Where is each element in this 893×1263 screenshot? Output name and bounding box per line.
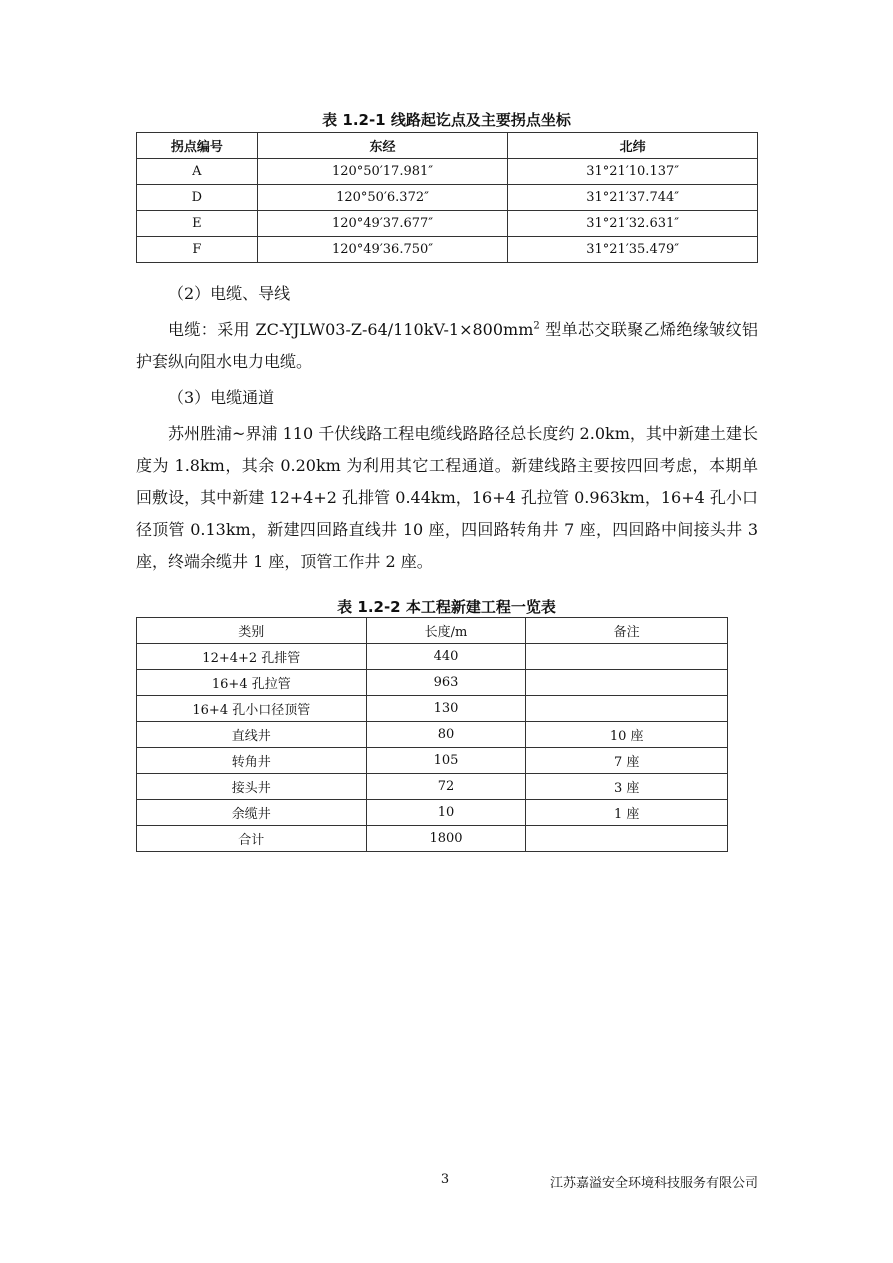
table-row (137, 185, 758, 211)
cell-length: 105 (366, 748, 526, 774)
new-works-table (136, 617, 728, 852)
cell-category: 合计 (137, 826, 367, 852)
cell-category: 转角井 (137, 748, 367, 774)
cell-remarks (526, 644, 728, 670)
cell-length: 80 (366, 722, 526, 748)
header-remarks: 备注 (526, 618, 728, 644)
cell-point-id: E (137, 211, 258, 237)
table-row (137, 644, 728, 670)
cell-category: 12+4+2 孔排管 (137, 644, 367, 670)
table1-caption: 表 1.2-1 线路起讫点及主要拐点坐标 (322, 111, 571, 129)
table-row (137, 696, 728, 722)
table-row (137, 748, 728, 774)
cell-longitude: 120°49′37.677″ (257, 211, 508, 237)
section3-body: 苏州胜浦~界浦 110 千伏线路工程电缆线路路径总长度约 2.0km，其中新建土建长度为 1.8km，其余 0.20km 为利用其它工程通道。新建线路主要按四回考虑，本期单回敷设，其中新建 12+4+2 孔排管 0.44km，16+4 孔拉管 0.963km，16+4 孔小口径顶管 0.13km，新建四回路直线井 10 座，四回路转角井 7 座，四回路中间接头井 3 座，终端余缆井 1 座，顶管工作井 2 座。 (136, 424, 758, 571)
table-row (137, 722, 728, 748)
header-point-id: 拐点编号 (137, 133, 258, 159)
header-category: 类别 (137, 618, 367, 644)
header-latitude: 北纬 (508, 133, 758, 159)
table-header-row (137, 133, 758, 159)
cell-point-id: F (137, 237, 258, 263)
page-number: 3 (440, 1172, 450, 1187)
header-longitude: 东经 (257, 133, 508, 159)
cell-category: 接头井 (137, 774, 367, 800)
table-row (137, 800, 728, 826)
cell-longitude: 120°50′6.372″ (257, 185, 508, 211)
cell-longitude: 120°49′36.750″ (257, 237, 508, 263)
cell-remarks (526, 670, 728, 696)
cable-text-post: 型单芯交联聚乙烯绝缘皱纹铝护套纵向阻水电力电缆。 (136, 320, 758, 371)
section2-heading: （2）电缆、导线 (168, 284, 291, 303)
table-row (137, 774, 728, 800)
cell-category: 16+4 孔拉管 (137, 670, 367, 696)
cell-point-id: D (137, 185, 258, 211)
cell-category: 直线井 (137, 722, 367, 748)
cell-remarks (526, 826, 728, 852)
cell-length: 130 (366, 696, 526, 722)
cell-latitude: 31°21′35.479″ (508, 237, 758, 263)
table-row (137, 237, 758, 263)
cell-length: 440 (366, 644, 526, 670)
cell-remarks (526, 696, 728, 722)
company-name: 江苏嘉溢安全环境科技服务有限公司 (549, 1176, 758, 1191)
table-header-row (137, 618, 728, 644)
table2-caption: 表 1.2-2 本工程新建工程一览表 (337, 598, 556, 616)
cell-remarks: 3 座 (526, 774, 728, 800)
section3-heading: （3）电缆通道 (168, 388, 275, 407)
cell-length: 1800 (366, 826, 526, 852)
cable-text-superscript: 2 (533, 320, 540, 332)
table-row (137, 826, 728, 852)
coordinates-table (136, 132, 758, 263)
cell-latitude: 31°21′37.744″ (508, 185, 758, 211)
cell-category: 16+4 孔小口径顶管 (137, 696, 367, 722)
cable-text-pre: 电缆：采用 ZC-YJLW03-Z-64/110kV-1×800mm (168, 320, 534, 339)
cell-latitude: 31°21′32.631″ (508, 211, 758, 237)
cell-remarks: 7 座 (526, 748, 728, 774)
table-row (137, 211, 758, 237)
cell-length: 963 (366, 670, 526, 696)
cell-remarks: 1 座 (526, 800, 728, 826)
cell-remarks: 10 座 (526, 722, 728, 748)
cell-length: 10 (366, 800, 526, 826)
table-row (137, 670, 728, 696)
cable-description (136, 314, 758, 378)
cell-category: 余缆井 (137, 800, 367, 826)
cell-point-id: A (137, 159, 258, 185)
cell-latitude: 31°21′10.137″ (508, 159, 758, 185)
table-row (137, 159, 758, 185)
cell-longitude: 120°50′17.981″ (257, 159, 508, 185)
cell-length: 72 (366, 774, 526, 800)
header-length: 长度/m (366, 618, 526, 644)
